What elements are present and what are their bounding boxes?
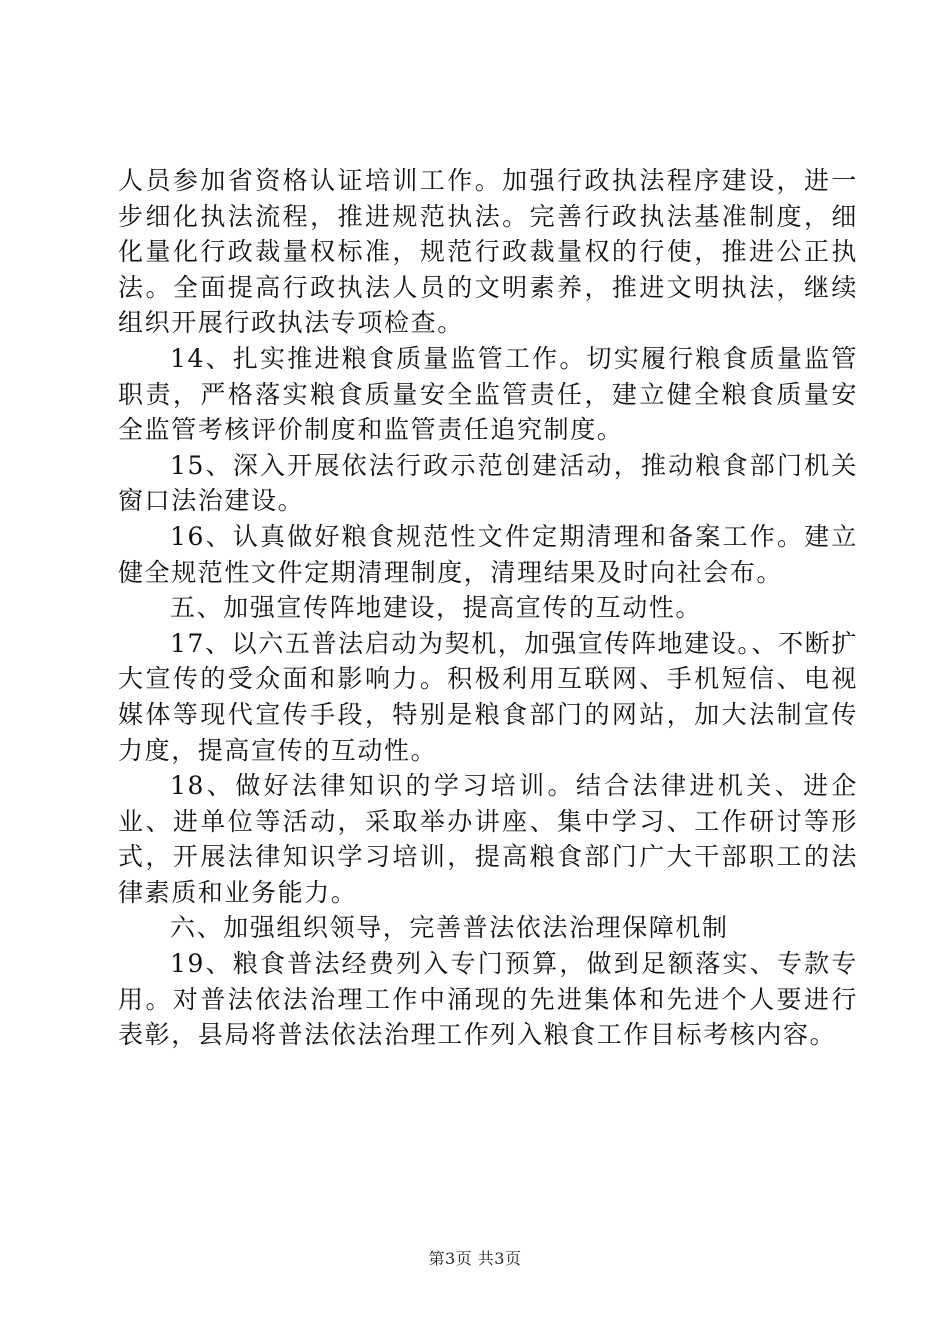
page-footer [0, 1246, 950, 1269]
document-body [118, 163, 858, 1053]
paragraph-3: 15、深入开展依法行政示范创建活动，推动粮食部门机关窗口法治建设。 [118, 450, 858, 516]
paragraph-7: 18、做好法律知识的学习培训。结合法律进机关、进企业、进单位等活动，采取举办讲座、集中学习、工作研讨等形式，开展法律知识学习培训，提高粮食部门广大干部职工的法律素质和业务能力。 [118, 771, 858, 907]
paragraph-4: 16、认真做好粮食规范性文件定期清理和备案工作。建立健全规范性文件定期清理制度，清理结果及时向社会布。 [118, 521, 858, 587]
page-number-label: 第3页 共3页 [428, 1249, 522, 1268]
section-heading-6: 六、加强组织领导，完善普法依法治理保障机制 [170, 913, 729, 943]
paragraph-6: 17、以六五普法启动为契机，加强宣传阵地建设。、不断扩大宣传的受众面和影响力。积极利用互联网、手机短信、电视媒体等现代宣传手段，特别是粮食部门的网站，加大法制宣传力度，提高宣传的互动性。 [118, 628, 858, 765]
paragraph-9: 19、粮食普法经费列入专门预算，做到足额落实、专款专用。对普法依法治理工作中涌现的先进集体和先进个人要进行表彰，县局将普法依法治理工作列入粮食工作目标考核内容。 [118, 949, 858, 1050]
paragraph-2: 14、扎实推进粮食质量监管工作。切实履行粮食质量监管职责，严格落实粮食质量安全监管责任，建立健全粮食质量安全监管考核评价制度和监管责任追究制度。 [118, 343, 858, 445]
section-heading-5: 五、加强宣传阵地建设，提高宣传的互动性。 [170, 593, 703, 623]
paragraph-1: 人员参加省资格认证培训工作。加强行政执法程序建设，进一步细化执法流程，推进规范执法。完善行政执法基准制度，细化量化行政裁量权标准，规范行政裁量权的行使，推进公正执法。全面提高行政执法人员的文明素养，推进文明执法，继续组织开展行政执法专项检查。 [118, 166, 858, 338]
